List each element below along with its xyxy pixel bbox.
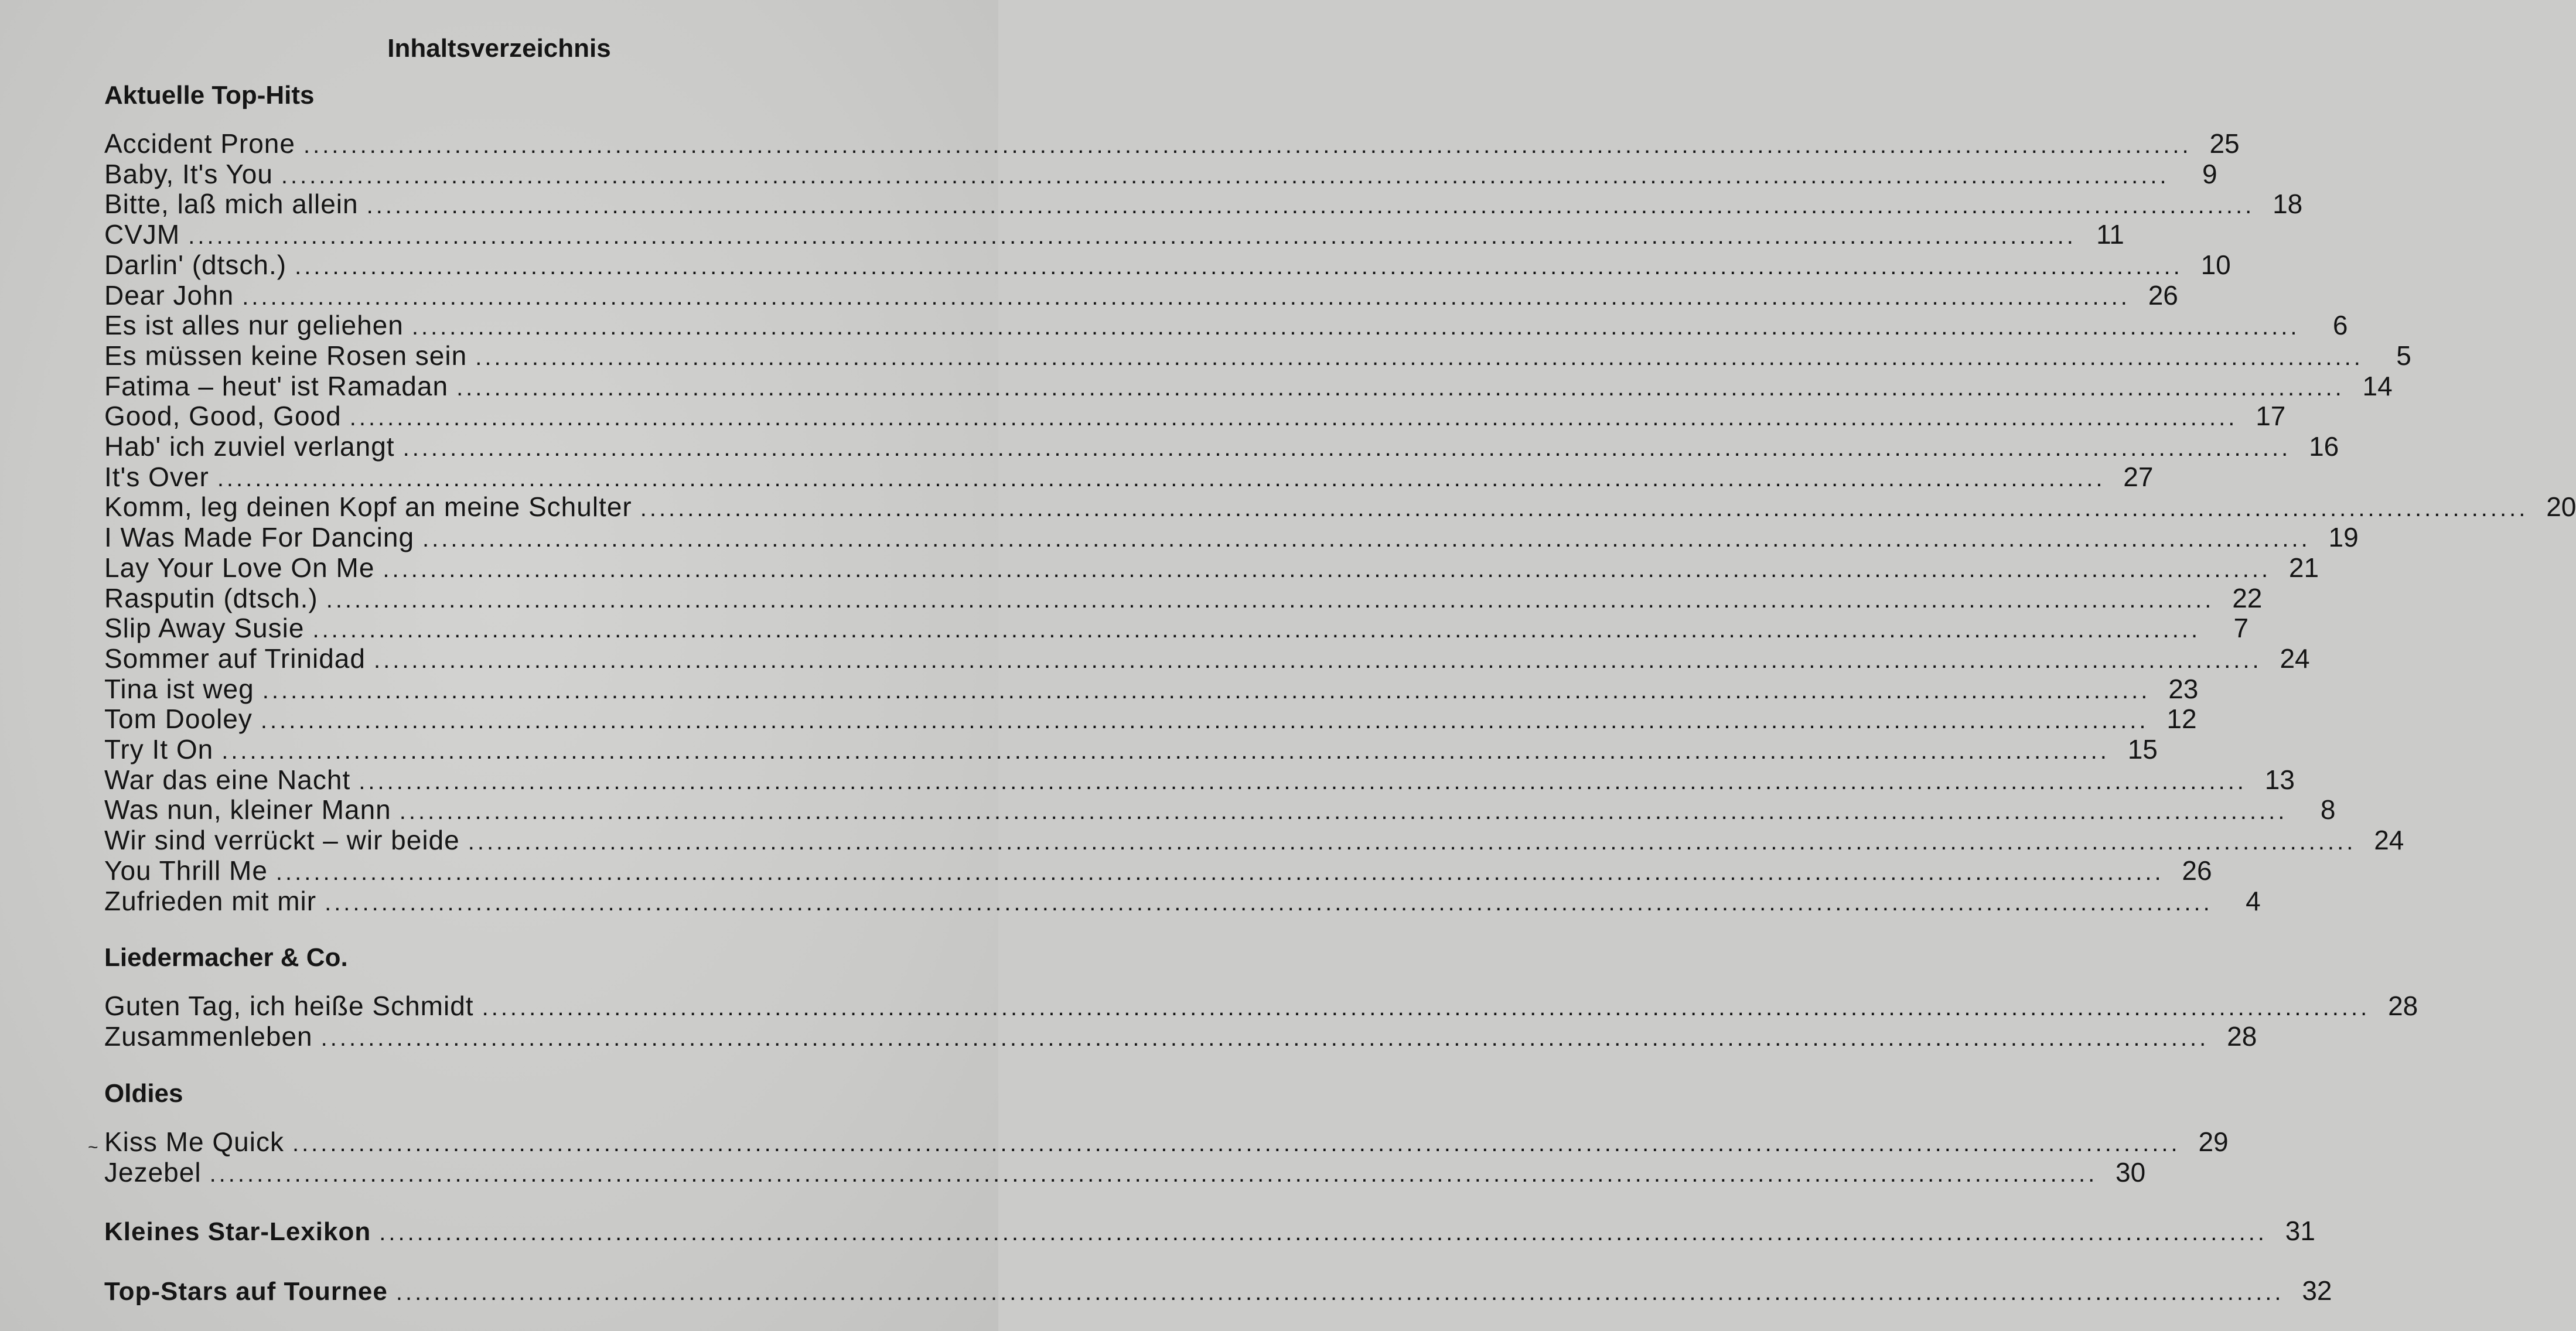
toc-entry	[104, 855, 2212, 886]
entry-title: Zufrieden mit mir	[104, 886, 317, 916]
dot-leader: ........................................................................................................................................................................................................	[373, 647, 2262, 673]
toc-entry	[104, 733, 2158, 765]
toc-entry	[104, 340, 2411, 371]
dot-leader: ........................................................................................................................................................................................................	[456, 375, 2345, 401]
dot-leader: ........................................................................................................................................................................................................	[303, 132, 2192, 158]
dot-leader: ........................................................................................................................................................................................................	[326, 587, 2215, 613]
entry-title: Lay Your Love On Me	[104, 552, 375, 583]
dot-leader: ........................................................................................................................................................................................................	[379, 1220, 2267, 1245]
entry-page-number: 14	[2362, 371, 2393, 401]
dot-leader: ........................................................................................................................................................................................................	[402, 435, 2291, 461]
dot-leader: ........................................................................................................................................................................................................	[399, 798, 2288, 824]
dot-leader: ........................................................................................................................................................................................................	[640, 496, 2529, 521]
toc-entry	[104, 990, 2418, 1021]
entry-page-number: 19	[2328, 522, 2359, 552]
toc-entry	[104, 128, 2240, 159]
entry-page-number: 26	[2182, 855, 2212, 886]
entry-title: Was nun, kleiner Mann	[104, 794, 391, 825]
entry-title: Es müssen keine Rosen sein	[104, 340, 468, 371]
entry-title: Hab' ich zuviel verlangt	[104, 431, 395, 462]
entry-page-number: 5	[2396, 340, 2411, 371]
dot-leader: ........................................................................................................................................................................................................	[325, 890, 2213, 916]
toc-entry	[104, 703, 2197, 734]
toc-entry	[104, 885, 2261, 916]
entry-page-number: 25	[2209, 128, 2240, 159]
entry-title: Komm, leg deinen Kopf an meine Schulter	[104, 492, 632, 522]
dot-leader: ........................................................................................................................................................................................................	[281, 163, 2169, 189]
entry-page-number: 4	[2246, 886, 2261, 916]
toc-entry	[104, 764, 2295, 795]
toc-entry	[104, 370, 2393, 401]
entry-page-number: 18	[2273, 189, 2303, 219]
toc-entry	[104, 1126, 2229, 1157]
entry-title: Top-Stars auf Tournee	[104, 1277, 388, 1306]
dot-leader: ........................................................................................................................................................................................................	[411, 314, 2300, 340]
entry-title: Slip Away Susie	[104, 613, 305, 643]
dot-leader: ........................................................................................................................................................................................................	[475, 344, 2363, 370]
dot-leader: ........................................................................................................................................................................................................	[275, 859, 2164, 885]
toc-entry	[104, 219, 2124, 250]
entry-title: Wir sind verrückt – wir beide	[104, 825, 460, 855]
dot-leader: ........................................................................................................................................................................................................	[468, 829, 2356, 855]
entry-page-number: 15	[2127, 734, 2158, 765]
dot-leader: ........................................................................................................................................................................................................	[422, 526, 2311, 552]
dot-leader: ........................................................................................................................................................................................................	[221, 738, 2110, 764]
entry-page-number: 24	[2280, 643, 2310, 674]
entry-page-number: 29	[2198, 1127, 2229, 1157]
toc-entry	[104, 521, 2359, 552]
dot-leader: ........................................................................................................................................................................................................	[320, 1025, 2209, 1051]
entry-page-number: 22	[2232, 583, 2263, 613]
entry-page-number: 13	[2264, 765, 2295, 795]
toc-entry	[104, 1215, 2315, 1246]
pencil-mark: ~	[88, 1138, 98, 1157]
entry-page-number: 10	[2200, 250, 2231, 280]
dot-leader: ........................................................................................................................................................................................................	[395, 1279, 2284, 1305]
toc-entry	[104, 1021, 2257, 1052]
toc-entry	[104, 188, 2303, 219]
entry-page-number: 9	[2202, 159, 2217, 189]
entry-title: You Thrill Me	[104, 855, 268, 886]
entry-title: Jezebel	[104, 1157, 202, 1187]
dot-leader: ........................................................................................................................................................................................................	[359, 769, 2247, 794]
entry-title: Zusammenleben	[104, 1021, 313, 1052]
entry-page-number: 32	[2302, 1275, 2332, 1306]
toc-entry	[104, 582, 2263, 613]
dot-leader: ........................................................................................................................................................................................................	[383, 557, 2271, 582]
entry-title: It's Over	[104, 462, 209, 492]
entry-title: Tina ist weg	[104, 674, 254, 704]
entry-page-number: 24	[2374, 825, 2404, 855]
entry-title: Es ist alles nur geliehen	[104, 310, 404, 340]
toc-entry	[104, 552, 2319, 583]
entry-title: CVJM	[104, 219, 180, 250]
toc-entry	[104, 461, 2154, 492]
dot-leader: ........................................................................................................................................................................................................	[482, 995, 2370, 1021]
entry-page-number: 31	[2285, 1216, 2315, 1246]
dot-leader: ........................................................................................................................................................................................................	[349, 405, 2238, 431]
entry-page-number: 8	[2320, 794, 2336, 825]
toc-entry	[104, 794, 2336, 825]
entry-page-number: 28	[2388, 991, 2418, 1021]
toc-entry	[104, 1156, 2146, 1187]
entry-title: Dear John	[104, 280, 234, 310]
toc-entry	[104, 673, 2199, 704]
dot-leader: ........................................................................................................................................................................................................	[217, 466, 2106, 492]
entry-title: Kiss Me Quick	[104, 1127, 284, 1157]
entry-page-number: 20	[2546, 492, 2576, 522]
toc-entry	[104, 491, 2576, 522]
entry-page-number: 21	[2288, 552, 2319, 583]
section-heading: Aktuelle Top-Hits	[104, 81, 315, 110]
dot-leader: ........................................................................................................................................................................................................	[292, 1131, 2181, 1156]
entry-page-number: 26	[2148, 280, 2178, 310]
entry-title: Baby, It's You	[104, 159, 273, 189]
dot-leader: ........................................................................................................................................................................................................	[209, 1161, 2098, 1187]
entry-page-number: 16	[2309, 431, 2339, 462]
section-heading: Oldies	[104, 1079, 183, 1108]
toc-entry	[104, 612, 2249, 643]
entry-title: Rasputin (dtsch.)	[104, 583, 318, 613]
toc-entry	[104, 1275, 2332, 1306]
toc-entry	[104, 158, 2217, 189]
page-title: Inhaltsverzeichnis	[387, 34, 611, 63]
toc-entry	[104, 400, 2286, 431]
dot-leader: ........................................................................................................................................................................................................	[295, 254, 2183, 279]
entry-title: War das eine Nacht	[104, 765, 351, 795]
entry-title: I Was Made For Dancing	[104, 522, 415, 552]
dot-leader: ........................................................................................................................................................................................................	[312, 617, 2201, 643]
dot-leader: ........................................................................................................................................................................................................	[260, 708, 2149, 733]
entry-title: Guten Tag, ich heiße Schmidt	[104, 991, 474, 1021]
entry-title: Tom Dooley	[104, 704, 253, 734]
toc-entry	[104, 824, 2404, 855]
entry-page-number: 7	[2233, 613, 2249, 643]
toc-entry	[104, 431, 2339, 462]
entry-page-number: 17	[2256, 401, 2286, 431]
toc-entry	[104, 643, 2310, 674]
entry-title: Bitte, laß mich allein	[104, 189, 359, 219]
section-heading: Liedermacher & Co.	[104, 943, 348, 972]
entry-title: Sommer auf Trinidad	[104, 643, 366, 674]
entry-page-number: 27	[2123, 462, 2154, 492]
entry-page-number: 23	[2168, 674, 2199, 704]
entry-title: Kleines Star-Lexikon	[104, 1217, 371, 1246]
entry-title: Accident Prone	[104, 128, 295, 159]
toc-entry	[104, 309, 2348, 340]
entry-title: Try It On	[104, 734, 214, 765]
dot-leader: ........................................................................................................................................................................................................	[262, 678, 2151, 704]
toc-entry	[104, 249, 2231, 280]
toc-entry	[104, 279, 2178, 310]
entry-title: Fatima – heut' ist Ramadan	[104, 371, 449, 401]
entry-page-number: 28	[2227, 1021, 2257, 1052]
entry-title: Darlin' (dtsch.)	[104, 250, 287, 280]
dot-leader: ........................................................................................................................................................................................................	[366, 193, 2255, 219]
entry-page-number: 12	[2166, 704, 2197, 734]
entry-title: Good, Good, Good	[104, 401, 342, 431]
entry-page-number: 30	[2116, 1157, 2146, 1187]
dot-leader: ........................................................................................................................................................................................................	[242, 284, 2130, 310]
entry-page-number: 11	[2096, 219, 2124, 250]
entry-page-number: 6	[2332, 310, 2348, 340]
dot-leader: ........................................................................................................................................................................................................	[188, 223, 2076, 249]
